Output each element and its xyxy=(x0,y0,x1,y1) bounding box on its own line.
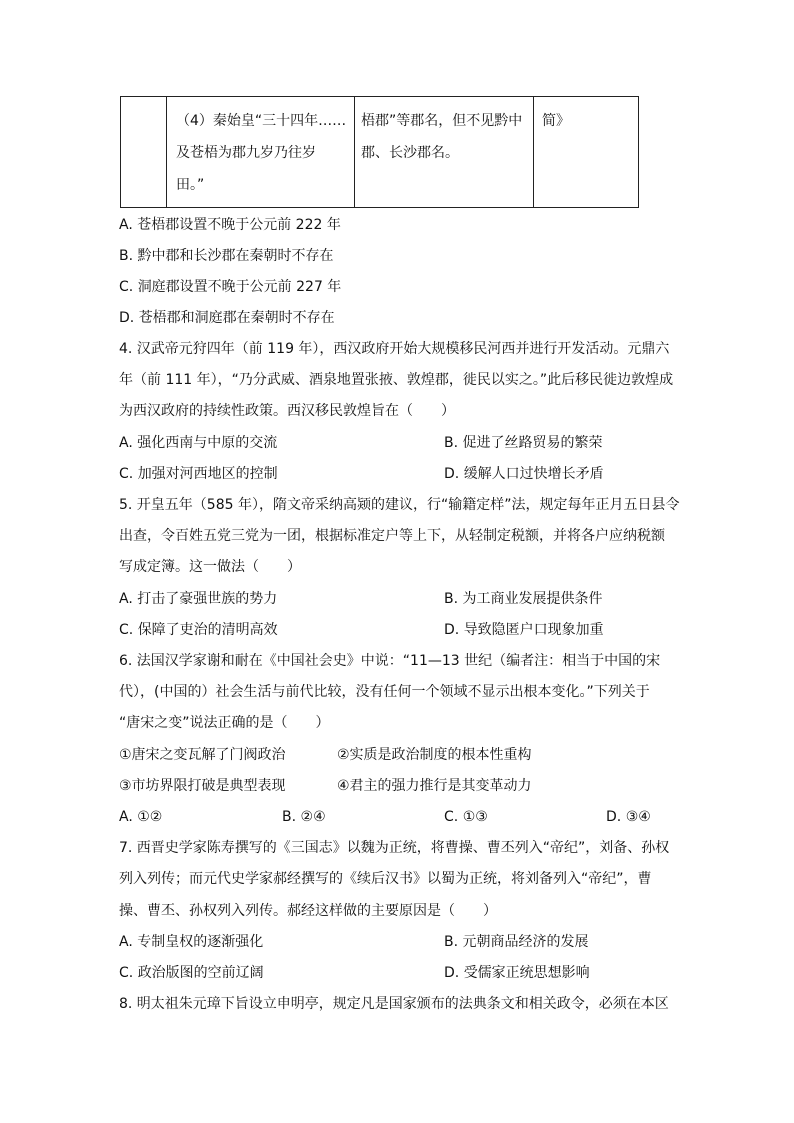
q7-option-a xyxy=(119,932,263,952)
option-text: ①③ xyxy=(462,809,488,825)
q6-option-a xyxy=(119,807,162,827)
q6-option-b xyxy=(282,807,326,827)
q5-option-a xyxy=(119,589,277,609)
option-text: 强化西南与中原的交流 xyxy=(137,435,278,451)
q6-stem-line: 代），(中国的）社会生活与前代比较，没有任何一个领域不显示出根本变化。”下列关于 xyxy=(119,684,650,700)
q5-stem-line: 5. 开皇五年（585 年），隋文帝采纳高颎的建议，行“输籍定样”法，规定每年正月五日县令 xyxy=(119,497,680,513)
q3-option-c xyxy=(119,277,341,297)
option-text: ①② xyxy=(137,809,163,825)
q4-stem-line: 年（前 111 年），“乃分武威、酒泉地置张掖、敦煌郡，徙民以实之。”此后移民徙边敦煌成 xyxy=(119,372,674,388)
option-text: 缓解人口过快增长矛盾 xyxy=(463,466,604,482)
option-letter: C. xyxy=(119,466,134,482)
option-letter: A. xyxy=(119,217,133,233)
option-letter: D. xyxy=(119,310,135,326)
q5-option-d xyxy=(444,620,604,640)
q7-option-c xyxy=(119,963,264,983)
q4-option-b xyxy=(444,433,603,453)
q4-option-d xyxy=(444,464,604,484)
option-text: 打击了豪强世族的势力 xyxy=(137,591,278,607)
option-text: 促进了丝路贸易的繁荣 xyxy=(462,435,603,451)
option-letter: B. xyxy=(444,934,459,950)
table-cell-line: （4）秦始皇“三十四年…… xyxy=(176,113,347,129)
option-letter: C. xyxy=(119,965,134,981)
q8-stem-line: 8. 明太祖朱元璋下旨设立申明亭，规定凡是国家颁布的法典条文和相关政令，必须在本区 xyxy=(119,996,669,1012)
q6-statement: ③市坊界限打破是典型表现 xyxy=(119,778,286,794)
option-letter: A. xyxy=(119,934,133,950)
option-letter: B. xyxy=(282,809,297,825)
table-cell-line: 及苍梧为郡九岁乃往岁 xyxy=(176,145,316,161)
option-text: 导致隐匿户口现象加重 xyxy=(463,622,604,638)
option-letter: A. xyxy=(119,591,133,607)
option-text: ③④ xyxy=(625,809,651,825)
q7-stem-line: 操、曹丕、孙权列入列传。郝经这样做的主要原因是（ ） xyxy=(119,903,497,919)
q7-stem-line: 列入列传；而元代史学家郝经撰写的《续后汉书》以蜀为正统，将刘备列入“帝纪”，曹 xyxy=(119,871,652,887)
q6-statement: ①唐宋之变瓦解了门阀政治 xyxy=(119,747,286,763)
table-cell-line: 简》 xyxy=(542,113,570,129)
q6-stem-line: 6. 法国汉学家谢和耐在《中国社会史》中说：“11—13 世纪（编者注：相当于中国的宋 xyxy=(119,653,661,669)
option-text: 政治版图的空前辽阔 xyxy=(137,965,264,981)
option-letter: C. xyxy=(119,279,134,295)
q4-option-c xyxy=(119,464,278,484)
option-text: 元朝商品经济的发展 xyxy=(462,934,589,950)
option-letter: D. xyxy=(606,809,622,825)
q5-option-c xyxy=(119,620,278,640)
q7-stem-line: 7. 西晋史学家陈寿撰写的《三国志》以魏为正统，将曹操、曹丕列入“帝纪”，刘备、孙权 xyxy=(119,840,670,856)
q5-stem-line: 出查，令百姓五党三党为一团，根据标准定户等上下，从轻制定税额，并将各户应纳税额 xyxy=(119,528,665,544)
table-cell-record xyxy=(355,97,534,208)
q7-option-d xyxy=(444,963,590,983)
option-text: 受儒家正统思想影响 xyxy=(463,965,590,981)
option-text: ②④ xyxy=(300,809,326,825)
option-letter: B. xyxy=(444,591,459,607)
q3-option-a xyxy=(119,215,341,235)
option-letter: A. xyxy=(119,809,133,825)
option-text: 加强对河西地区的控制 xyxy=(137,466,278,482)
q7-option-b xyxy=(444,932,589,952)
option-letter: B. xyxy=(119,248,134,264)
q5-option-b xyxy=(444,589,603,609)
table-cell-line: 田。” xyxy=(176,177,205,193)
source-table xyxy=(120,96,639,208)
q6-option-c xyxy=(444,807,488,827)
q3-option-b xyxy=(119,246,334,266)
option-letter: C. xyxy=(119,622,134,638)
table-cell-source xyxy=(534,97,639,208)
q3-option-d xyxy=(119,308,335,328)
option-letter: D. xyxy=(444,622,460,638)
option-letter: C. xyxy=(444,809,459,825)
option-text: 苍梧郡和洞庭郡在秦朝时不存在 xyxy=(138,310,335,326)
q4-stem-line: 为西汉政府的持续性政策。西汉移民敦煌旨在（ ） xyxy=(119,403,455,419)
option-letter: B. xyxy=(444,435,459,451)
option-letter: D. xyxy=(444,965,460,981)
q5-stem-line: 写成定簿。这一做法（ ） xyxy=(119,559,301,575)
table-cell-event xyxy=(167,97,355,208)
table-cell-empty xyxy=(121,97,167,208)
table-cell-line: 梧郡”等郡名，但不见黔中 xyxy=(361,113,523,129)
q6-option-d xyxy=(606,807,651,827)
option-text: 苍梧郡设置不晚于公元前 222 年 xyxy=(137,217,341,233)
q4-stem-line: 4. 汉武帝元狩四年（前 119 年），西汉政府开始大规模移民河西并进行开发活动。元鼎六 xyxy=(119,341,670,357)
q6-stem-line: “唐宋之变”说法正确的是（ ） xyxy=(119,715,330,731)
option-text: 黔中郡和长沙郡在秦朝时不存在 xyxy=(137,248,334,264)
option-text: 为工商业发展提供条件 xyxy=(462,591,603,607)
option-text: 保障了吏治的清明高效 xyxy=(137,622,278,638)
option-letter: A. xyxy=(119,435,133,451)
option-text: 专制皇权的逐渐强化 xyxy=(137,934,264,950)
table-cell-line: 郡、长沙郡名。 xyxy=(361,145,459,161)
q4-option-a xyxy=(119,433,277,453)
q6-statement: ②实质是政治制度的根本性重构 xyxy=(337,747,532,763)
option-letter: D. xyxy=(444,466,460,482)
option-text: 洞庭郡设置不晚于公元前 227 年 xyxy=(137,279,342,295)
q6-statement: ④君主的强力推行是其变革动力 xyxy=(337,778,532,794)
